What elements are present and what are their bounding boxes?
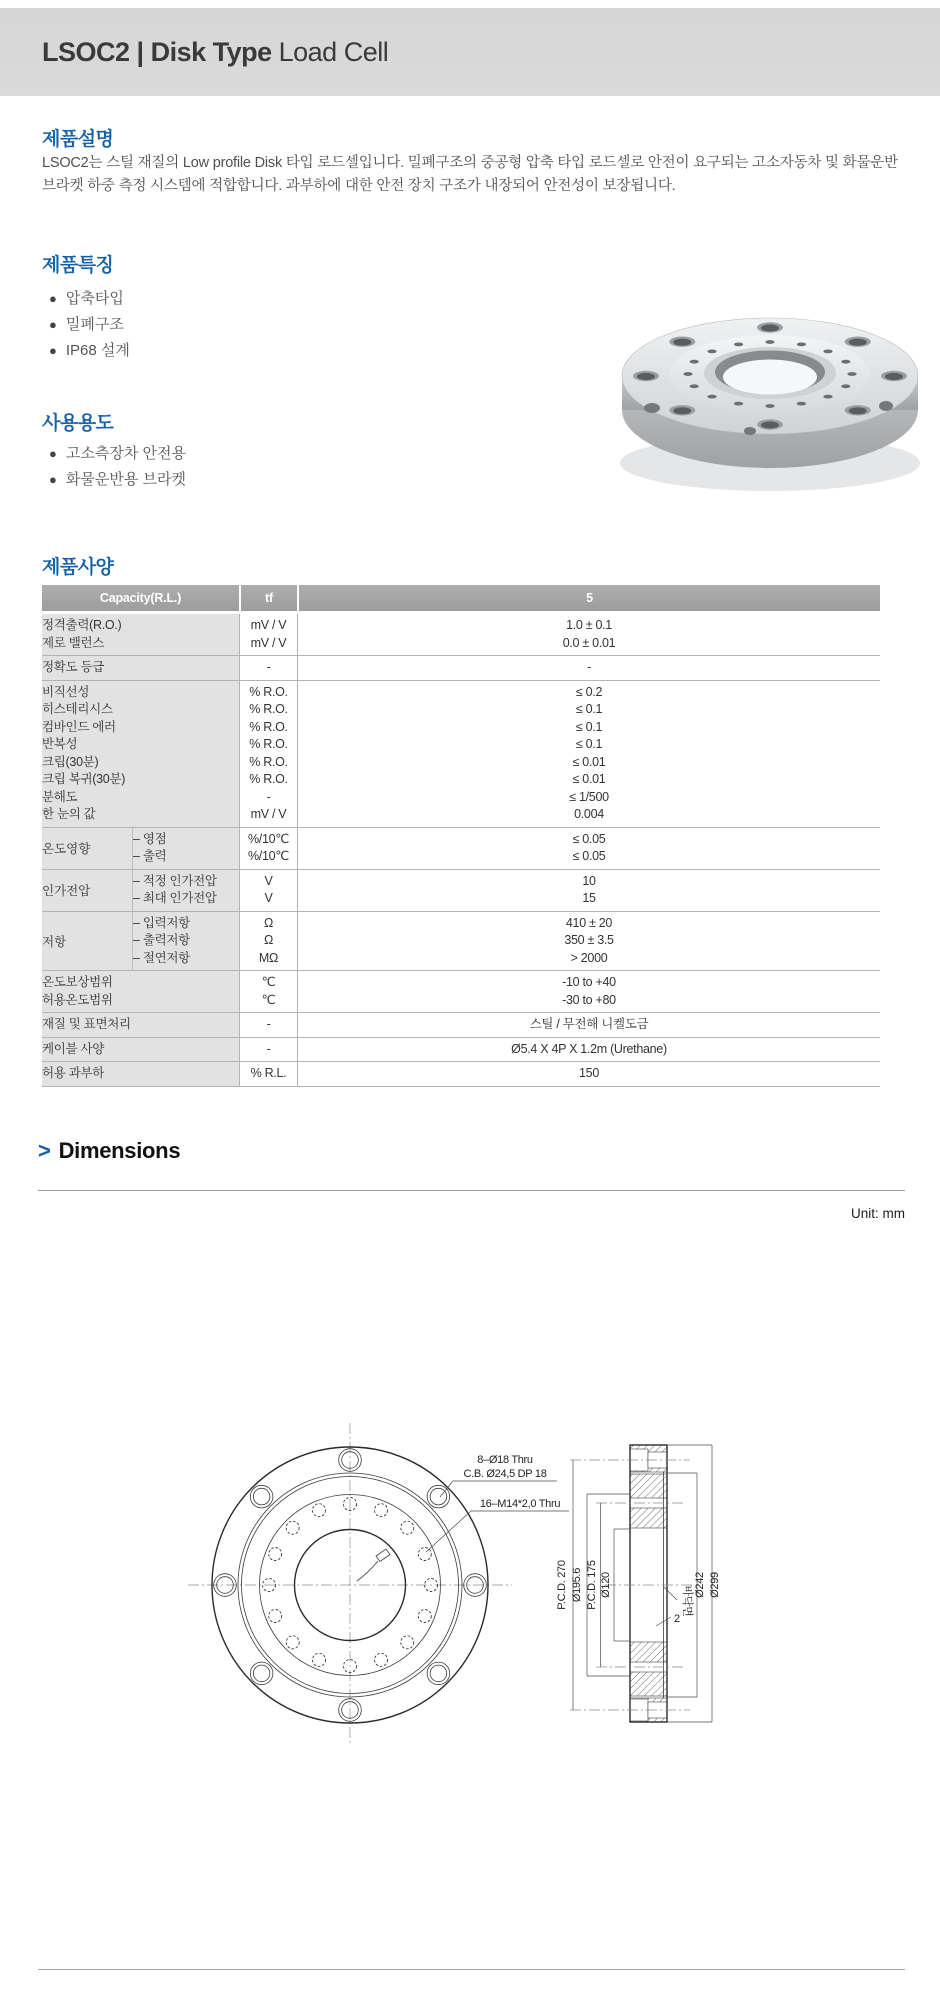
spec-group-label: 온도영향 — [42, 828, 132, 870]
spec-label: 분해도 — [42, 789, 78, 804]
spec-label: 온도보상범위 — [42, 975, 113, 989]
spec-value: 스틸 / 무전해 니켈도금 — [529, 1017, 649, 1031]
callout-tap — [426, 1498, 569, 1552]
callout-bolt — [440, 1454, 557, 1497]
section-title-description: 제품설명 — [42, 129, 114, 150]
page-title-suffix: Load Cell — [278, 36, 389, 67]
spec-value: ≤ 0.01 — [572, 772, 606, 786]
spec-label: – 절연저항 — [133, 950, 190, 965]
spec-value: ≤ 0.1 — [575, 702, 603, 716]
spec-unit: mV / V — [250, 618, 287, 632]
spec-unit: Ω — [263, 915, 274, 930]
spec-label: – 영점 — [133, 831, 167, 846]
spec-unit: % R.O. — [249, 719, 288, 734]
spec-label: 히스테리시스 — [42, 702, 113, 716]
spec-unit: %/10℃ — [247, 849, 290, 863]
spec-label: 컴바인드 에러 — [42, 719, 116, 734]
spec-table — [42, 585, 880, 1087]
spec-row — [42, 1038, 880, 1063]
spec-value: 150 — [579, 1066, 599, 1080]
spec-unit: % R.O. — [249, 754, 288, 769]
spec-value: 350 ± 3.5 — [564, 933, 614, 947]
spec-unit: mV / V — [250, 807, 287, 821]
spec-value: > 2000 — [570, 950, 608, 965]
page-title-model: LSOC2 | Disk Type — [42, 36, 272, 67]
bottom-face-leader — [664, 1587, 677, 1600]
spec-label: 정격출력(R.O.) — [42, 618, 122, 632]
spec-value: ≤ 0.05 — [572, 831, 606, 846]
left-dimensions — [556, 1460, 630, 1710]
usage-label: 고소측장차 안전용 — [65, 445, 186, 462]
spec-label: 허용 과부하 — [42, 1066, 105, 1080]
bullet-icon: ● — [49, 472, 57, 487]
dim-pcd-175: P.C.D. 175 — [586, 1560, 598, 1610]
divider — [38, 1190, 905, 1191]
list-item — [42, 338, 130, 364]
spec-unit: - — [266, 1041, 271, 1056]
spec-unit: % R.O. — [249, 772, 288, 786]
usage-label: 화물운반용 브라켓 — [65, 471, 186, 488]
dim-thickness: 2 — [674, 1613, 680, 1625]
spec-group-label: 인가전압 — [42, 870, 132, 912]
spec-unit: V — [264, 891, 273, 905]
right-dimensions — [667, 1445, 721, 1722]
spec-value: 1.0 ± 0.1 — [566, 618, 612, 632]
spec-value: ≤ 0.05 — [572, 849, 606, 863]
bottom-face-label: 바닥면 — [681, 1585, 693, 1617]
spec-unit: ℃ — [261, 992, 276, 1007]
spec-unit: Ω — [263, 933, 274, 947]
spec-unit: MΩ — [258, 950, 279, 965]
spec-header-capacity: Capacity(R.L.) — [42, 585, 239, 614]
spec-unit: - — [266, 789, 271, 804]
spec-unit: % R.O. — [249, 737, 288, 751]
callout-bolt-line2: C.B. Ø24,5 DP 18 — [463, 1468, 547, 1480]
usage-list — [42, 441, 186, 493]
product-image — [600, 258, 940, 518]
bullet-icon: ● — [49, 291, 57, 306]
dimensions-title-text: Dimensions — [58, 1138, 181, 1163]
title-bar — [0, 8, 940, 96]
spec-label: 크립 복귀(30분) — [42, 772, 126, 786]
feature-label: 밀폐구조 — [65, 316, 124, 333]
spec-header-value: 5 — [297, 585, 880, 614]
dim-d195-6: Ø195.6 — [571, 1567, 583, 1603]
spec-value: ≤ 0.1 — [575, 719, 603, 734]
spec-label: – 적정 인가전압 — [133, 873, 217, 888]
spec-label: – 출력 — [133, 849, 167, 863]
dim-d242: Ø242 — [694, 1572, 706, 1598]
chevron-right-icon: > — [38, 1138, 51, 1163]
spec-unit: V — [264, 873, 273, 888]
bullet-icon: ● — [49, 317, 57, 332]
spec-row — [42, 1013, 880, 1038]
spec-label: 크립(30분) — [42, 754, 99, 769]
spec-value: 410 ± 20 — [565, 915, 613, 930]
spec-label: 한 눈의 값 — [42, 807, 96, 821]
section-title-features: 제품특징 — [42, 255, 114, 276]
spec-group-label: 저항 — [42, 912, 132, 972]
list-item — [42, 312, 130, 338]
dim-d299: Ø299 — [709, 1572, 721, 1598]
spec-row — [42, 912, 880, 972]
spec-value: 15 — [582, 891, 596, 905]
front-view — [188, 1423, 569, 1743]
spec-label: 정확도 등급 — [42, 660, 105, 674]
spec-row — [42, 971, 880, 1013]
spec-value: 0.0 ± 0.01 — [562, 635, 616, 650]
bullet-icon: ● — [49, 343, 57, 358]
spec-label: – 최대 인가전압 — [133, 891, 217, 905]
spec-row — [42, 614, 880, 656]
spec-label: 케이블 사양 — [42, 1041, 105, 1056]
footer-divider — [38, 1969, 905, 1970]
spec-label: 비직선성 — [42, 684, 90, 699]
spec-unit: - — [266, 1017, 271, 1031]
spec-value: ≤ 1/500 — [569, 789, 609, 804]
spec-label: 반복성 — [42, 737, 78, 751]
list-item — [42, 467, 186, 493]
spec-unit: % R.L. — [250, 1066, 287, 1080]
spec-value: Ø5.4 X 4P X 1.2m (Urethane) — [511, 1041, 667, 1056]
bullet-icon: ● — [49, 446, 57, 461]
spec-label: – 출력저항 — [133, 933, 190, 947]
spec-value: 0.004 — [574, 807, 604, 821]
spec-row — [42, 828, 880, 870]
spec-row — [42, 870, 880, 912]
section-title-usage: 사용용도 — [42, 413, 114, 434]
section-title-specs: 제품사양 — [42, 557, 114, 578]
spec-value: 10 — [582, 873, 596, 888]
section-view — [556, 1445, 721, 1722]
spec-value: -10 to +40 — [562, 975, 616, 989]
spec-label: 허용온도범위 — [42, 992, 113, 1007]
cable-gland — [357, 1549, 390, 1581]
spec-row — [42, 656, 880, 681]
dim-d120: Ø120 — [600, 1572, 612, 1598]
spec-unit: % R.O. — [249, 702, 288, 716]
spec-value: -30 to +80 — [562, 992, 616, 1007]
spec-label: 제로 밸런스 — [42, 635, 105, 650]
spec-unit: mV / V — [250, 635, 287, 650]
spec-unit: - — [266, 660, 271, 674]
page-title — [42, 37, 388, 68]
callout-tap-label: 16–M14*2,0 Thru — [479, 1498, 561, 1510]
spec-row — [42, 681, 880, 828]
feature-label: IP68 설계 — [65, 342, 130, 359]
spec-header-unit: tf — [239, 585, 297, 614]
feature-label: 압축타입 — [65, 290, 124, 307]
spec-value: - — [587, 660, 591, 674]
list-item — [42, 286, 130, 312]
spec-row — [42, 1062, 880, 1087]
spec-table-header-row — [42, 585, 880, 614]
dimensions-drawing — [150, 1405, 760, 1745]
section-title-dimensions — [38, 1138, 180, 1164]
unit-label: Unit: mm — [851, 1206, 905, 1221]
spec-unit: % R.O. — [249, 684, 288, 699]
spec-value: ≤ 0.1 — [575, 737, 603, 751]
spec-value: ≤ 0.2 — [575, 684, 603, 699]
spec-label: 재질 및 표면처리 — [42, 1017, 131, 1031]
list-item — [42, 441, 186, 467]
callout-bolt-line1: 8–Ø18 Thru — [477, 1454, 533, 1466]
spec-unit: ℃ — [261, 975, 276, 989]
spec-label: – 입력저항 — [133, 915, 190, 930]
description-text: LSOC2는 스틸 재질의 Low profile Disk 타입 로드셀입니다. 밀폐구조의 중공형 압축 타입 로드셀로 안전이 요구되는 고소자동차 및 화물운반 브라켓 하중 측정 시스템에 적합합니다. 과부하에 대한 안전 장치 구조가 내장되어 안전성이 보장됩니다. — [42, 155, 898, 194]
spec-value: ≤ 0.01 — [572, 754, 606, 769]
dim-pcd-270: P.C.D. 270 — [556, 1560, 568, 1610]
spec-unit: %/10℃ — [247, 831, 290, 846]
features-list — [42, 286, 130, 364]
